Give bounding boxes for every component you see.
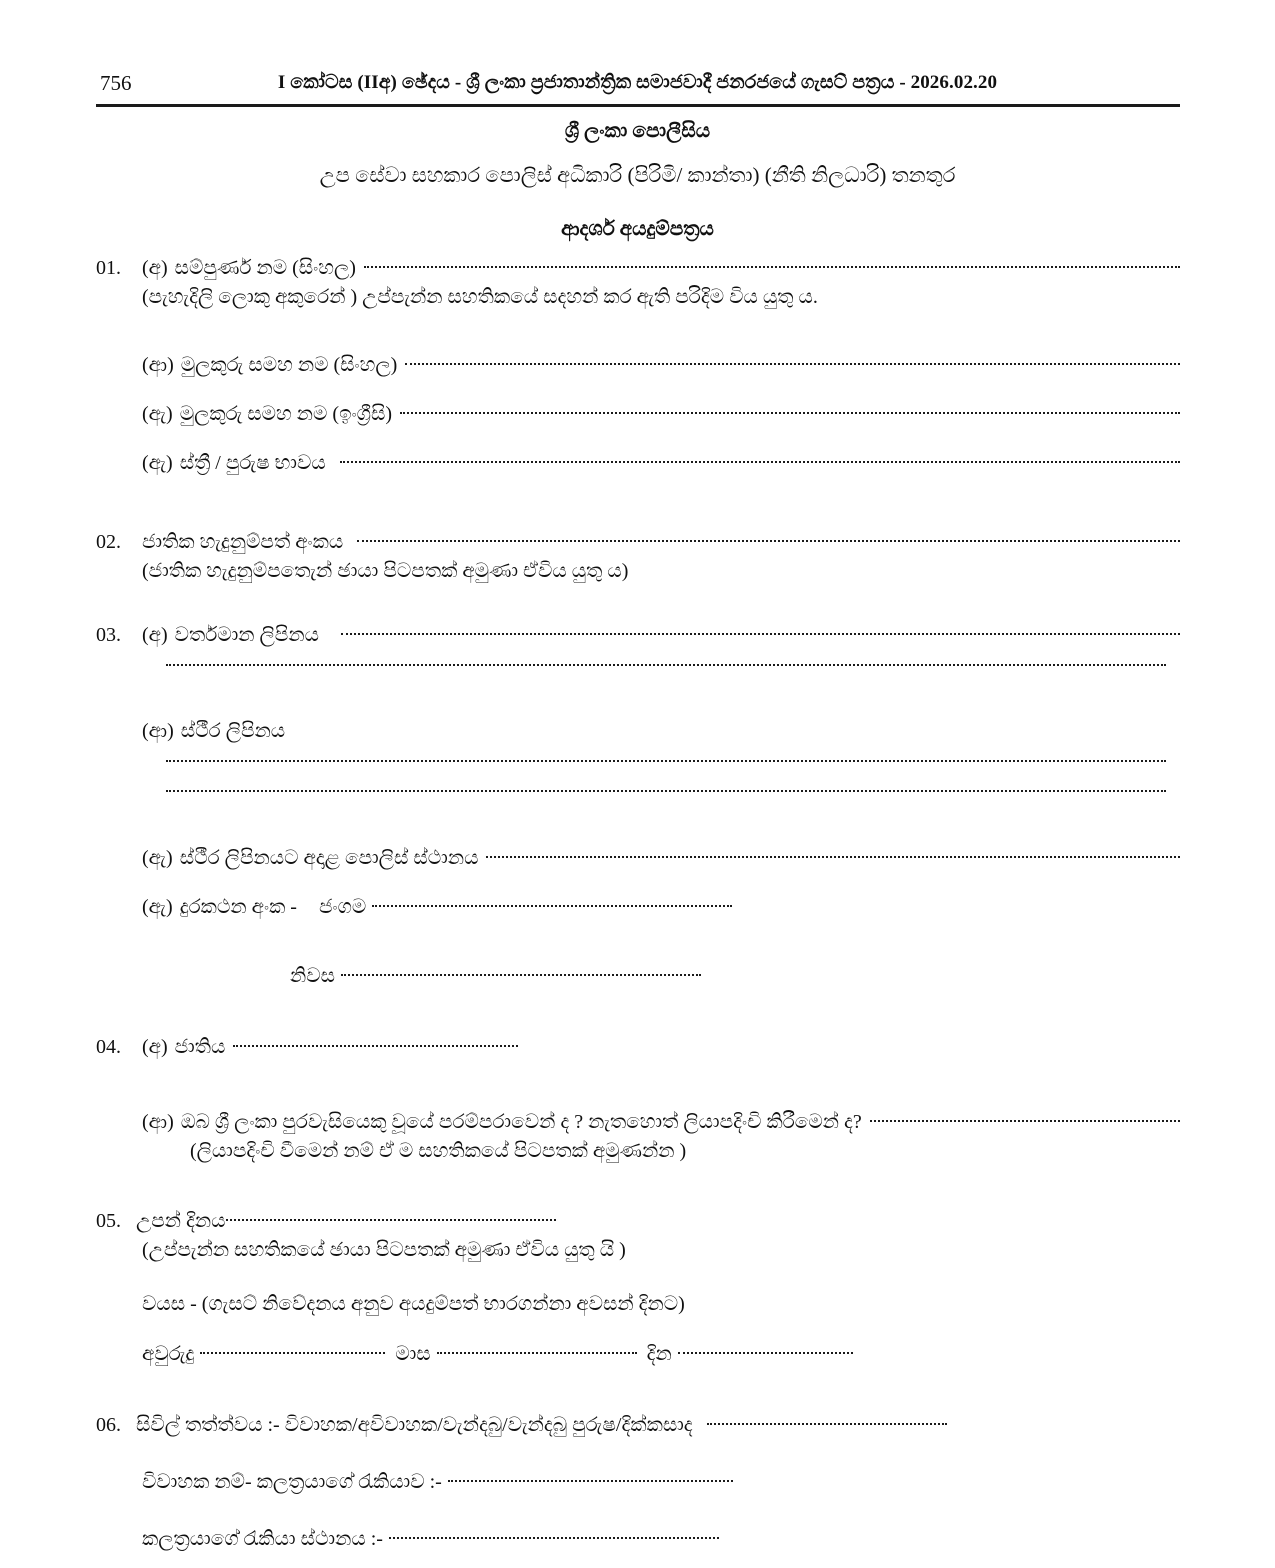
answer-line-mobile-phone[interactable]: [372, 891, 732, 913]
question-02-note: (ජාතික හැදුනුම්පතෙැන් ඡායා පිටපතක් අමුණා ඒවිය යුතු ය): [142, 560, 629, 582]
question-04: [96, 1031, 1180, 1165]
form-body: [96, 252, 1180, 1568]
question-03-d-letter: (ඇ): [142, 896, 173, 918]
answer-line-age-years[interactable]: [200, 1338, 385, 1360]
question-03-c: [96, 842, 1180, 873]
question-03-b-row: [142, 716, 1180, 746]
question-01-b-row: [142, 349, 1180, 380]
question-01-d-row: [142, 447, 1180, 478]
answer-line-spouse-occupation[interactable]: [448, 1466, 733, 1488]
answer-line-ethnicity[interactable]: [233, 1031, 518, 1053]
question-03-number: 03.: [96, 624, 121, 646]
question-03: [96, 619, 1180, 991]
header-rule: [96, 104, 1180, 107]
question-03-a-letter: (අ): [142, 624, 168, 646]
spouse-occupation-label: විවාහක නම්- කලත්‍රයාගේ රැකියාව :-: [142, 1471, 442, 1493]
answer-line-current-address-1[interactable]: [341, 619, 1180, 641]
question-03-a-row: [96, 619, 1180, 650]
question-05-age-label: වයස - (ගැසට් නිවේදනය අනුව අයදුම්පත් භාරගන්නා අවසන් දිනට): [142, 1293, 685, 1315]
answer-line-initials-sinhala[interactable]: [405, 349, 1180, 371]
answer-line-current-address-2[interactable]: [166, 650, 1180, 672]
question-02-label: ජාතික හැදුනුම්පත් අංකය: [142, 531, 344, 553]
page-header: [0, 70, 1275, 104]
question-05-note: (උප්පැන්න සහතිකයේ ඡායා පිටපතක් අමුණා ඒවිය යුතු යි ): [142, 1239, 626, 1261]
organisation-title: ශ්‍රී ලංකා පොලීසිය: [564, 120, 711, 142]
question-04-a-row: [96, 1031, 1180, 1062]
title-block: [0, 116, 1275, 244]
question-06-spouse-job-row: [96, 1466, 1226, 1497]
question-01-a-note: (පැහැදිලි ලොකු අකුරෙන් ) උප්පැන්න සහතිකයේ සදහන් කර ඇති පරිදිම විය යුතු ය.: [142, 286, 818, 308]
answer-line-age-months[interactable]: [437, 1338, 637, 1360]
question-03-d-label: දුරකථන අංක -: [179, 896, 297, 918]
post-title: උප සේවා සහකාර පොලිස් අධිකාරි (පිරිමි/ කාන්තා) (නීති නිලධාරි) තනතුර: [319, 163, 956, 187]
answer-line-civil-status[interactable]: [707, 1409, 947, 1431]
question-01-a-letter: (අ): [142, 257, 168, 279]
age-years-label: අවුරුදු: [142, 1343, 195, 1365]
question-03-b: [96, 716, 1180, 746]
question-06: [96, 1409, 1180, 1554]
question-03-b-label: ස්ථීර ලිපිනය: [180, 720, 286, 742]
question-02-number: 02.: [96, 531, 121, 553]
spouse-workplace-label: කලත්‍රයාගේ රැකියා ස්ථානය :-: [142, 1528, 383, 1550]
question-04-b: [96, 1106, 1180, 1165]
question-04-b-note: (ලියාපදිංචි වීමෙන් නම් ඒ ම සහතිකයේ පිටපතක් අමුණන්න ): [190, 1140, 687, 1162]
question-03-d-row: [142, 891, 1180, 922]
question-05-row: [96, 1205, 1180, 1236]
question-01-b-letter: (ආ): [142, 354, 174, 376]
question-01-number: 01.: [96, 257, 121, 279]
answer-line-permanent-address-2[interactable]: [166, 776, 1180, 798]
question-01-d-letter: (ඇ): [142, 452, 173, 474]
age-days-label: දින: [646, 1343, 672, 1365]
question-01-b-label: මුලකුරු සමහ නම (සිංහල): [180, 354, 398, 376]
question-05-label: උපන් දිනය: [136, 1210, 226, 1232]
question-04-b-row: [142, 1106, 1180, 1137]
question-01-a-row: [96, 252, 1180, 283]
answer-line-full-name-sinhala[interactable]: [364, 252, 1180, 274]
question-03-d-home-row: [290, 960, 1180, 991]
question-04-a-letter: (අ): [142, 1036, 168, 1058]
question-01-a-label: සම්පුර්ණ නම (සිංහල): [174, 257, 356, 279]
question-06-number: 06.: [96, 1414, 121, 1436]
answer-line-initials-english[interactable]: [400, 398, 1180, 420]
answer-line-spouse-workplace[interactable]: [389, 1523, 719, 1545]
question-03-a-label: වර්තමාන ලිපිනය: [174, 624, 319, 646]
question-03-b-letter: (ආ): [142, 720, 174, 742]
question-04-number: 04.: [96, 1036, 121, 1058]
question-03-d-home: [96, 960, 1180, 991]
question-06-label: සිවිල් තත්ත්වය :- විවාහක/අවිවාහක/වැන්දබු/වැන්දබු පුරුෂ/දික්කසාද: [136, 1414, 693, 1436]
answer-line-police-station[interactable]: [486, 842, 1180, 864]
answer-line-gender[interactable]: [340, 447, 1180, 469]
phone-home-label: නිවස: [290, 965, 335, 987]
question-01-c: [96, 398, 1180, 429]
question-01-d-label: ස්ත්‍රී / පුරුෂ භාවය: [179, 452, 326, 474]
question-06-row: [96, 1409, 1180, 1440]
page-number: 756: [100, 71, 132, 95]
question-06-spouse-workplace-row: [96, 1523, 1226, 1554]
question-05: [96, 1205, 1180, 1369]
form-type-title: ආදර්ශ අයදුම්පත්‍රය: [561, 218, 714, 240]
answer-line-date-of-birth[interactable]: [226, 1205, 556, 1227]
question-03-c-label: ස්ථීර ලිපිනයට අදාළ පොලිස් ස්ථානය: [179, 847, 479, 869]
answer-line-permanent-address-1[interactable]: [166, 746, 1180, 768]
question-03-c-letter: (ඇ): [142, 847, 173, 869]
question-05-number: 05.: [96, 1210, 121, 1232]
answer-line-nic-number[interactable]: [357, 526, 1180, 548]
question-04-a-label: ජාතිය: [174, 1036, 226, 1058]
running-head: I කෝටස (IIඅ) ඡේදය - ශ්‍රී ලංකා ප්‍රජාතාන්ත්‍රික සමාජවාදී ජනරජයේ ගැසට් පත්‍රය - 2026.02.20: [277, 72, 998, 93]
phone-mobile-label: ජංගම: [318, 896, 367, 918]
question-04-b-label: ඔබ ශ්‍රී ලංකා පුරවැසියෙකු වූයේ පරම්පරාවෙන් ද ? නැතහොත් ලියාපදිංචි කිරීමෙන් ද?: [180, 1111, 862, 1133]
answer-line-citizenship[interactable]: [870, 1106, 1180, 1128]
answer-line-home-phone[interactable]: [341, 960, 701, 982]
question-05-age-row: [96, 1338, 1226, 1369]
question-02: [96, 526, 1180, 585]
question-01: [96, 252, 1180, 478]
question-01-c-row: [142, 398, 1180, 429]
question-01-b: [96, 349, 1180, 380]
question-03-d: [96, 891, 1180, 922]
question-01-c-letter: (ඇ): [142, 403, 173, 425]
question-01-d: [96, 447, 1180, 478]
age-months-label: මාස: [395, 1343, 431, 1365]
answer-line-age-days[interactable]: [678, 1338, 853, 1360]
question-02-row: [96, 526, 1180, 557]
question-03-c-row: [142, 842, 1180, 873]
question-01-c-label: මුලකුරු සමහ නම (ඉංග්‍රීසි): [179, 403, 393, 425]
question-04-b-letter: (ආ): [142, 1111, 174, 1133]
